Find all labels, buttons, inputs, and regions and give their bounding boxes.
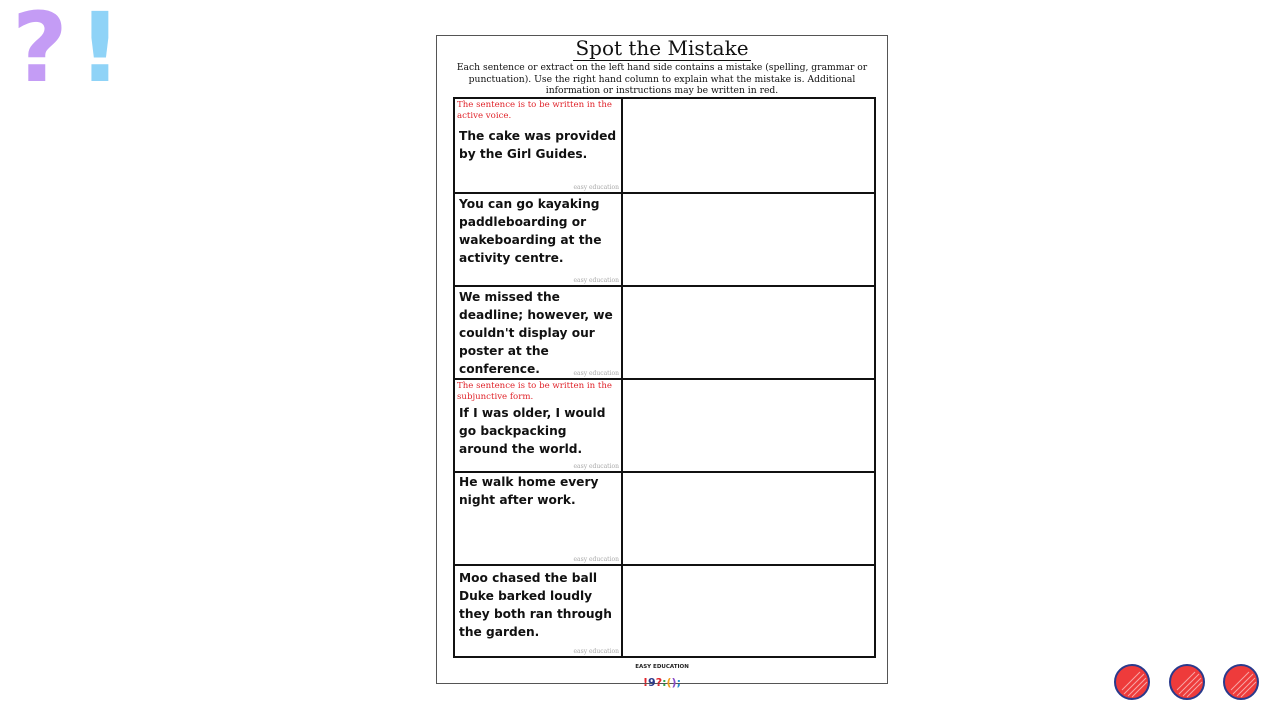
watermark: easy education [573,370,619,377]
sentence-text: If I was older, I would go backpacking around the world. [459,406,606,456]
sentence-cell [455,473,623,564]
red-instruction: The sentence is to be written in the active voice. [457,100,612,121]
red-circle-button-3[interactable] [1223,664,1259,700]
sentence-cell [455,566,623,656]
explanation-cell[interactable] [623,473,874,564]
red-circle-button-1[interactable] [1114,664,1150,700]
sentence-cell [455,99,623,192]
watermark: easy education [573,463,619,470]
logo-symbols: !9?:(); [643,676,681,689]
watermark: easy education [573,184,619,191]
table-row [455,192,874,285]
red-instruction: The sentence is to be written in the subjunctive form. [457,381,612,402]
worksheet-instructions: Each sentence or extract on the left hand side contains a mistake (spelling, grammar or punctuation). Use the right hand column to explain what the mistake is. Additional information or instructions may be written in red. [456,62,868,96]
sentence-text: We missed the deadline; however, we couldn't display our poster at the conference. [459,290,613,376]
watermark: easy education [573,277,619,284]
scribble-icon [1171,666,1205,700]
sentence-text: Moo chased the ball Duke barked loudly they both ran through the garden. [459,571,612,639]
explanation-cell[interactable] [623,194,874,285]
explanation-cell[interactable] [623,380,874,471]
sentence-text: The cake was provided by the Girl Guides. [459,129,617,161]
table-row [455,285,874,378]
sentence-cell [455,380,623,471]
explanation-cell[interactable] [623,566,874,656]
table-row [455,471,874,564]
watermark: easy education [573,648,619,655]
sentence-cell [455,287,623,378]
sentence-text: He walk home every night after work. [459,475,599,507]
scribble-icon [1225,666,1259,700]
worksheet-page [436,35,888,689]
table-row [455,378,874,471]
explanation-cell[interactable] [623,99,874,192]
watermark: easy education [573,556,619,563]
logo-text: EASY EDUCATION [635,664,689,670]
table-row [455,564,874,656]
scribble-icon [1116,666,1150,700]
table-row [455,99,874,192]
easy-education-logo [437,664,887,690]
question-mark-decoration: ? [12,0,68,104]
sentence-text: You can go kayaking paddleboarding or wakeboarding at the activity centre. [459,197,602,265]
sentence-cell [455,194,623,285]
mistake-table [453,97,876,658]
red-circle-button-2[interactable] [1169,664,1205,700]
worksheet-title: Spot the Mistake [575,36,749,60]
explanation-cell[interactable] [623,287,874,378]
exclamation-mark-decoration: ! [78,0,122,104]
